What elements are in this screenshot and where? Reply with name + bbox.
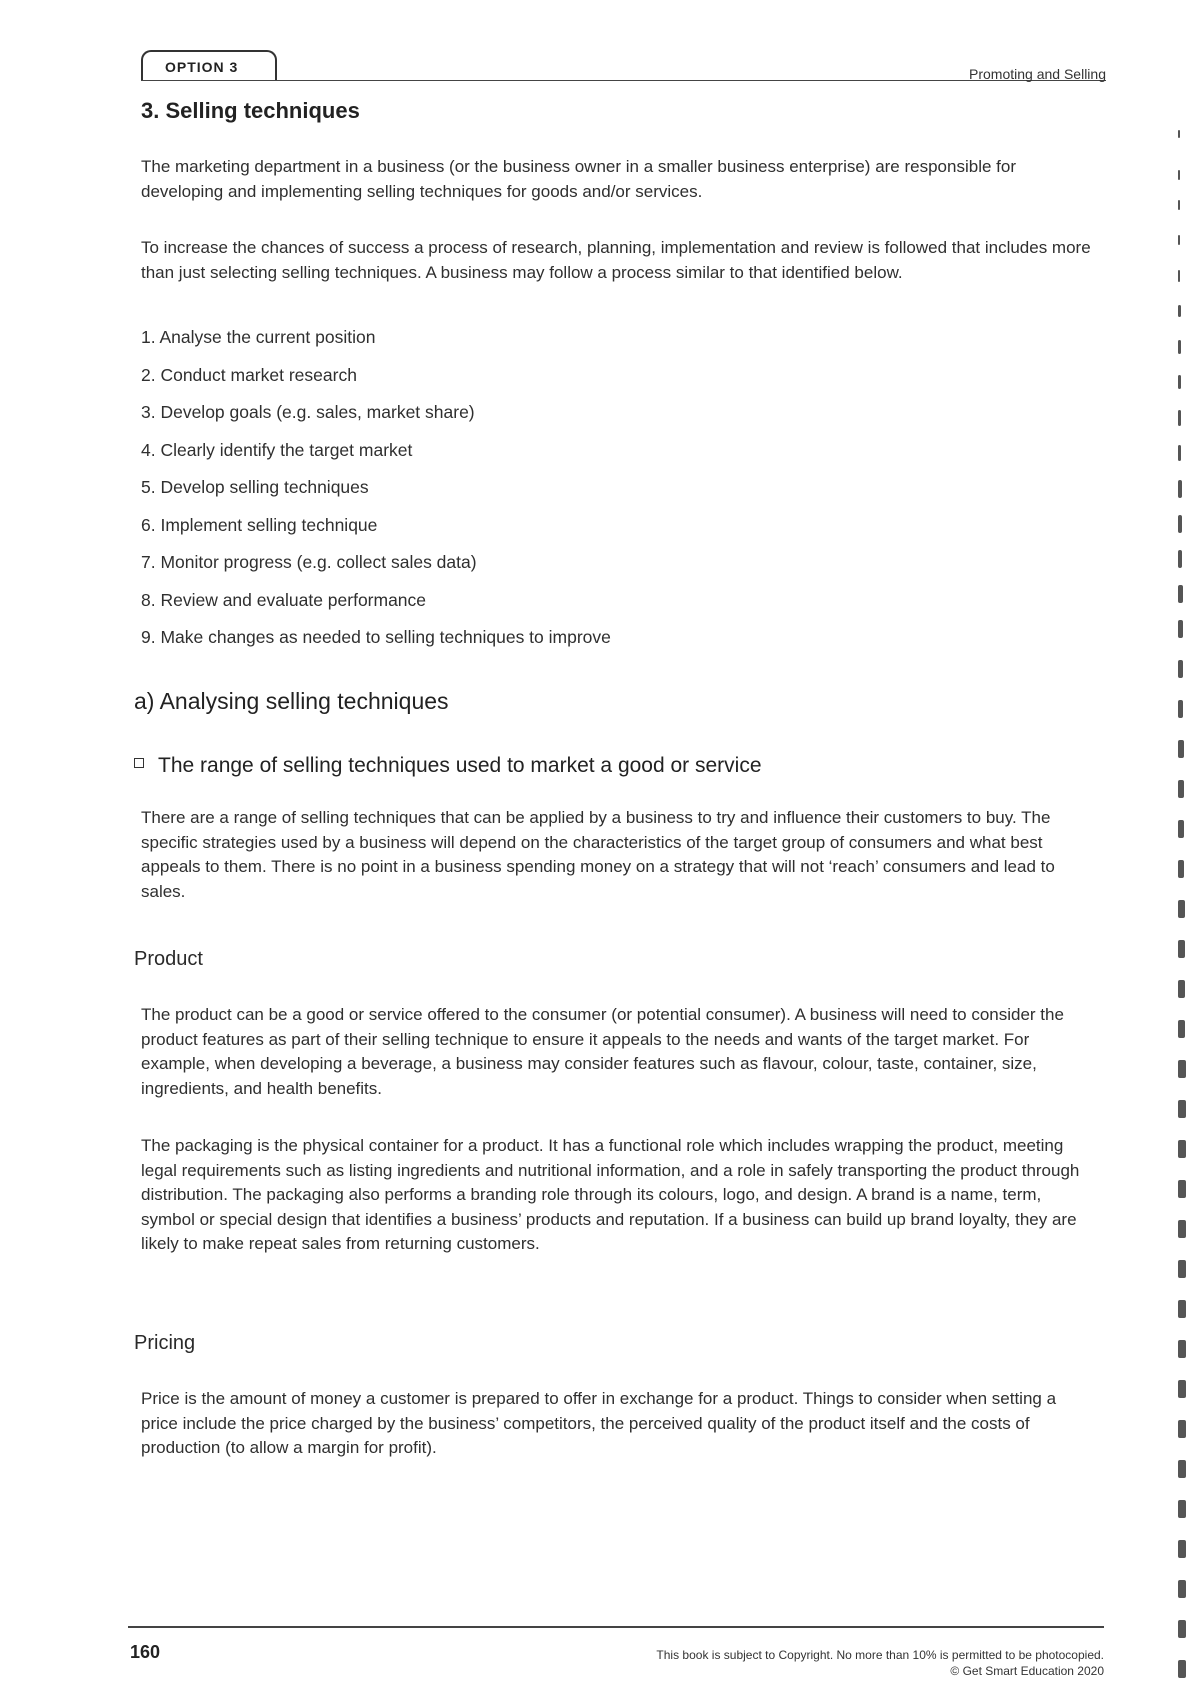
process-steps-list — [141, 319, 941, 657]
process-step: 8. Review and evaluate performance — [141, 589, 427, 610]
product-paragraph-1: The product can be a good or service offered to the consumer (or potential consumer). A business will need to consider the product features as part of their selling technique to ensure it appeals to the needs and wants of the target market. For example, when developing a beverage, a business may consider features such as flavour, colour, taste, container, size, ingredients, and health benefits. — [141, 1005, 1064, 1098]
section-title: 3. Selling techniques — [141, 98, 360, 123]
product-paragraph-2: The packaging is the physical container for a product. It has a functional role which includes wrapping the product, meeting legal requirements such as listing ingredients and nutritional information, and a role in safely transporting the product through distribution. The packaging also performs a branding role through its colours, logo, and design. A brand is a name, term, symbol or special design that identifies a business’ products and reputation. If a business can build up brand loyalty, they are likely to make repeat sales from returning customers. — [141, 1136, 1080, 1253]
footer-rule — [128, 1626, 1104, 1628]
product-heading: Product — [134, 948, 203, 970]
running-head: Promoting and Selling — [969, 66, 1106, 82]
process-step: 5. Develop selling techniques — [141, 477, 369, 497]
page-number: 160 — [130, 1642, 161, 1662]
copyright-notice — [656, 1647, 1104, 1679]
process-step: 4. Clearly identify the target market — [141, 439, 413, 460]
copyright-line: This book is subject to Copyright. No more than 10% is permitted to be photocopied. — [656, 1648, 1104, 1662]
square-bullet-icon — [134, 758, 144, 768]
intro-paragraph-2: To increase the chances of success a process of research, planning, implementation and review is followed that includes more than just selecting selling techniques. A business may follow a process similar to that identified below. — [141, 238, 1091, 282]
header-rule — [141, 80, 1106, 81]
intro-paragraph-1: The marketing department in a business (or the business owner in a smaller business enterprise) are responsible for developing and implementing selling techniques for goods and/or services. — [141, 157, 1016, 201]
process-step: 3. Develop goals (e.g. sales, market share) — [141, 402, 475, 422]
bullet-heading-text: The range of selling techniques used to market a good or service — [158, 754, 762, 777]
binding-edge-marks — [1178, 100, 1194, 1690]
pricing-heading: Pricing — [134, 1332, 196, 1354]
subsection-title: a) Analysing selling techniques — [134, 688, 449, 714]
bullet-heading — [134, 754, 762, 778]
copyright-line: © Get Smart Education 2020 — [950, 1664, 1104, 1678]
analysing-paragraph: There are a range of selling techniques that can be applied by a business to try and influence their customers to buy. The specific strategies used by a business will depend on the characteristics of the target group of consumers and what best appeals to them. There is no point in a business spending money on a strategy that will not ‘reach’ consumers and lead to sales. — [141, 808, 1055, 901]
process-step: 7. Monitor progress (e.g. collect sales data) — [141, 552, 477, 572]
process-step: 6. Implement selling technique — [141, 514, 378, 535]
process-step: 9. Make changes as needed to selling techniques to improve — [141, 627, 611, 647]
process-step: 2. Conduct market research — [141, 364, 357, 385]
pricing-paragraph: Price is the amount of money a customer is prepared to offer in exchange for a product. Things to consider when setting a price include the price charged by the business’ competitors, the perceived quality of the product itself and the costs of production (to allow a margin for profit). — [141, 1389, 1057, 1457]
process-step: 1. Analyse the current position — [141, 327, 376, 347]
option-tab: OPTION 3 — [141, 50, 277, 80]
